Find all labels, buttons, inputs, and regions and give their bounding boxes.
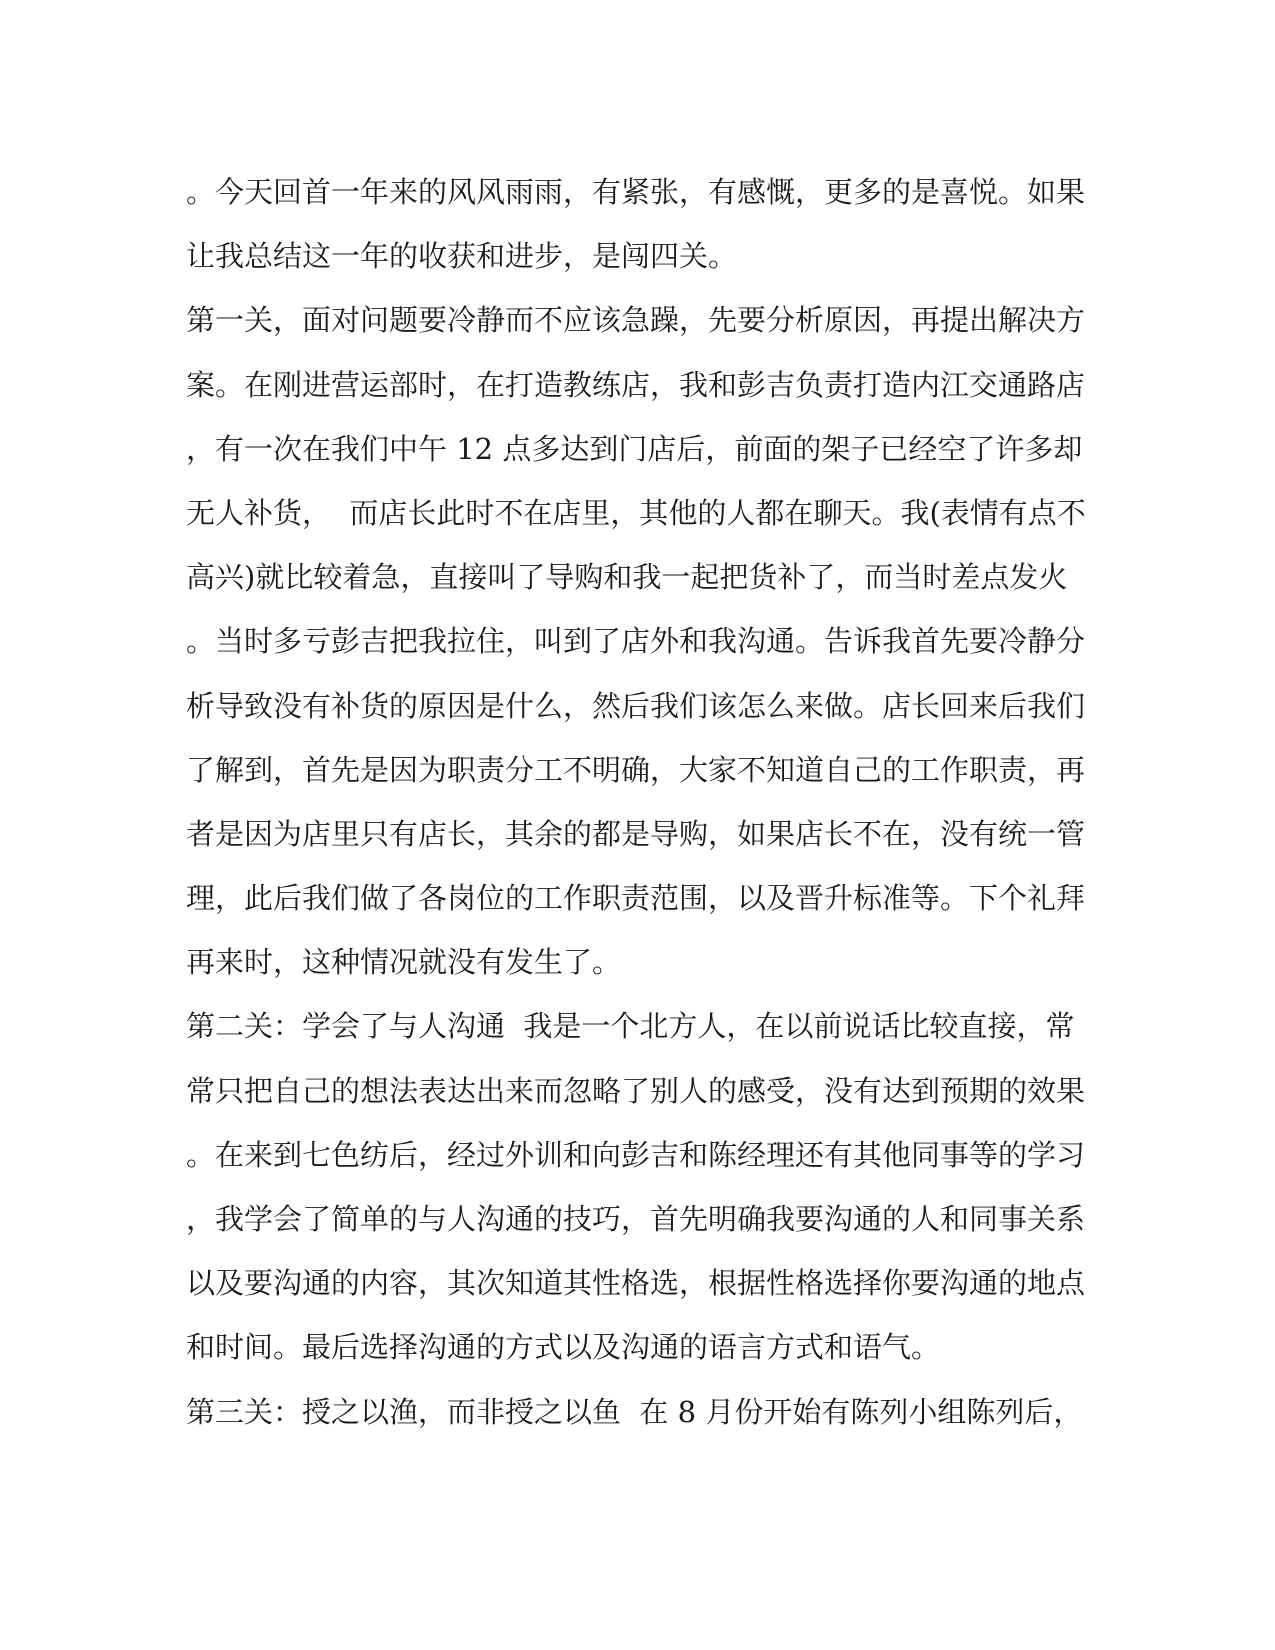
text-line: 析导致没有补货的原因是什么，然后我们该怎么来做。店长回来后我们 [186,688,1086,723]
text-line: 再来时，这种情况就没有发生了。 [186,945,622,980]
text-line: 了解到，首先是因为职责分工不明确，大家不知道自己的工作职责，再 [186,752,1086,787]
text-line: 让我总结这一年的收获和进步，是闯四关。 [186,239,738,274]
text-line: 第三关：授之以渔，而非授之以鱼 在 8 月份开始有陈列小组陈列后， [186,1394,1083,1429]
text-line: 高兴)就比较着急，直接叫了导购和我一起把货补了，而当时差点发火 [186,560,1068,595]
text-line: 。当时多亏彭吉把我拉住，叫到了店外和我沟通。告诉我首先要冷静分 [186,624,1086,659]
text-line: 和时间。最后选择沟通的方式以及沟通的语言方式和语气。 [186,1330,941,1365]
text-line: 。在来到七色纺后，经过外训和向彭吉和陈经理还有其他同事等的学习 [186,1137,1086,1172]
text-line: 第二关：学会了与人沟通 我是一个北方人，在以前说话比较直接，常 [186,1009,1075,1044]
text-line: ，我学会了简单的与人沟通的技巧，首先明确我要沟通的人和同事关系 [186,1202,1086,1236]
text-line: 。今天回首一年来的风风雨雨，有紧张，有感慨，更多的是喜悦。如果 [186,175,1086,209]
text-line: 无人补货， 而店长此时不在店里，其他的人都在聊天。我(表情有点不 [186,495,1086,530]
body-text [186,160,1086,1444]
text-line: 第一关，面对问题要冷静而不应该急躁，先要分析原因，再提出解决方 [186,303,1086,338]
text-line: 理，此后我们做了各岗位的工作职责范围，以及晋升标准等。下个礼拜 [186,881,1086,916]
text-line: ，有一次在我们中午 12 点多达到门店后，前面的架子已经空了许多却 [186,431,1083,466]
text-line: 以及要沟通的内容，其次知道其性格选，根据性格选择你要沟通的地点 [186,1266,1086,1301]
text-line: 案。在刚进营运部时，在打造教练店，我和彭吉负责打造内江交通路店 [186,367,1086,402]
text-line: 者是因为店里只有店长，其余的都是导购，如果店长不在，没有统一管 [186,816,1086,851]
text-line: 常只把自己的想法表达出来而忽略了别人的感受，没有达到预期的效果 [186,1073,1086,1108]
